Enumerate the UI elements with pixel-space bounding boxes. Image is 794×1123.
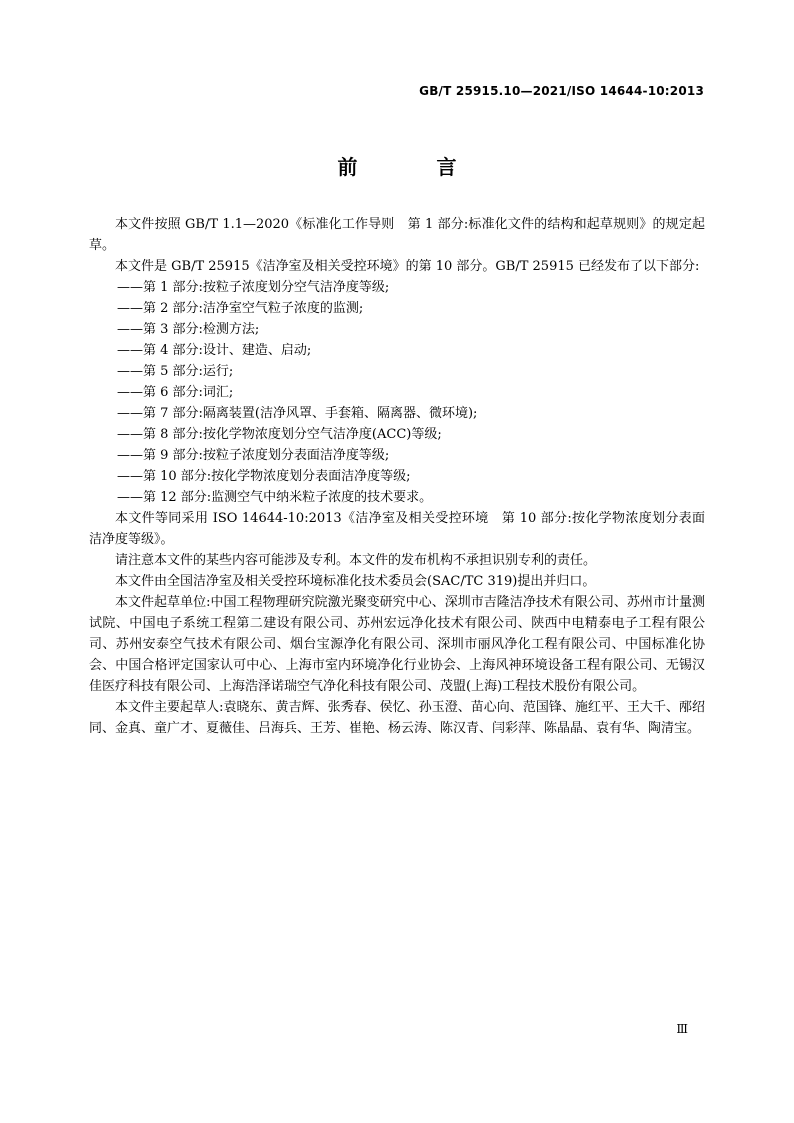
- standard-code-header: GB/T 25915.10—2021/ISO 14644-10:2013: [419, 84, 704, 98]
- parts-list: [89, 277, 705, 508]
- paragraph-patent-notice: 请注意本文件的某些内容可能涉及专利。本文件的发布机构不承担识别专利的责任。: [115, 553, 597, 568]
- list-item: ——第 5 部分:运行;: [117, 364, 234, 379]
- list-item: ——第 2 部分:洁净室空气粒子浓度的监测;: [117, 301, 364, 316]
- list-item: ——第 7 部分:隔离装置(洁净风罩、手套箱、隔离器、微环境);: [117, 406, 478, 421]
- list-item: ——第 9 部分:按粒子浓度划分表面洁净度等级;: [117, 448, 390, 463]
- foreword-body: [89, 214, 705, 739]
- list-item: ——第 3 部分:检测方法;: [117, 322, 260, 337]
- page-title: 前 言: [337, 155, 493, 179]
- paragraph-committee: 本文件由全国洁净室及相关受控环境标准化技术委员会(SAC/TC 319)提出并归口。: [115, 574, 596, 589]
- paragraph-series-part: 本文件是 GB/T 25915《洁净室及相关受控环境》的第 10 部分。GB/T 25915 已经发布了以下部分:: [115, 259, 700, 274]
- list-item: ——第 12 部分:监测空气中纳米粒子浓度的技术要求。: [117, 490, 433, 505]
- list-item: ——第 6 部分:词汇;: [117, 385, 234, 400]
- list-item: ——第 8 部分:按化学物浓度划分空气洁净度(ACC)等级;: [117, 427, 442, 442]
- paragraph-drafting-units: 本文件起草单位:中国工程物理研究院激光聚变研究中心、深圳市吉隆洁净技术有限公司、苏州市计量测试院、中国电子系统工程第二建设有限公司、苏州宏远净化技术有限公司、陕西中电精泰电子工程有限公司、苏州安泰空气技术有限公司、烟台宝源净化有限公司、深圳市丽风净化工程有限公司、中国标准化协会、中国合格评定国家认可中心、上海市室内环境净化行业协会、上海风神环境设备工程有限公司、无锡汉佳医疗科技有限公司、上海浩泽诺瑞空气净化科技有限公司、茂盟(上海)工程技术股份有限公司。: [89, 595, 705, 694]
- paragraph-iso-adoption: 本文件等同采用 ISO 14644-10:2013《洁净室及相关受控环境 第 10 部分:按化学物浓度划分表面洁净度等级》。: [89, 511, 705, 547]
- list-item: ——第 10 部分:按化学物浓度划分表面洁净度等级;: [117, 469, 411, 484]
- list-item: ——第 1 部分:按粒子浓度划分空气洁净度等级;: [117, 280, 390, 295]
- page-number: Ⅲ: [676, 1022, 688, 1036]
- paragraph-drafting-rules: 本文件按照 GB/T 1.1—2020《标准化工作导则 第 1 部分:标准化文件的结构和起草规则》的规定起草。: [89, 217, 705, 253]
- list-item: ——第 4 部分:设计、建造、启动;: [117, 343, 312, 358]
- paragraph-drafters: 本文件主要起草人:袁晓东、黄吉辉、张秀春、侯忆、孙玉澄、苗心向、范国锋、施红平、王大千、邴绍同、金真、童广才、夏薇佳、吕海兵、王芳、崔艳、杨云涛、陈汉青、闫彩萍、陈晶晶、袁有华、陶清宝。: [89, 700, 705, 736]
